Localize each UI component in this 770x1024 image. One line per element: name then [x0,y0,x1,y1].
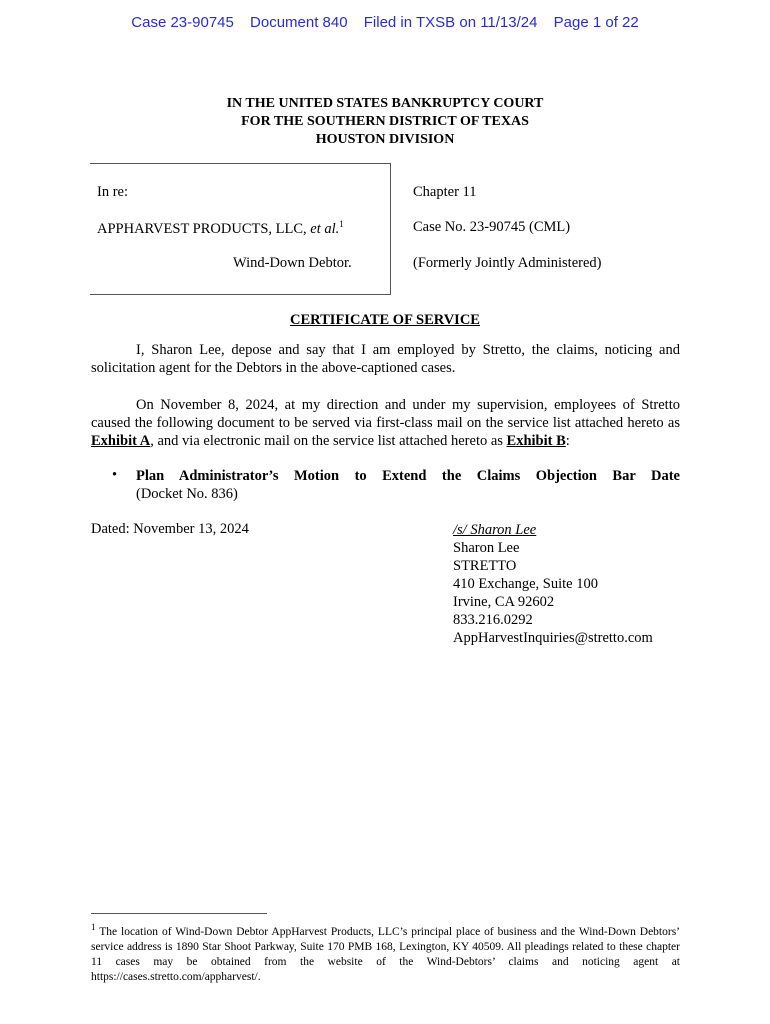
paragraph-2 [91,396,680,450]
paragraph-2-part-2: , and via electronic mail on the service list attached hereto as [150,433,503,449]
debtor-role: Wind-Down Debtor. [233,255,352,271]
signer-phone: 833.216.0292 [453,612,533,628]
footnote [91,920,680,985]
stamp-document: Document 840 [250,14,348,31]
case-number: Case No. 23-90745 (CML) [413,219,571,235]
bullet-icon: • [112,467,118,483]
footnote-text: The location of Wind-Down Debtor AppHarvest Products, LLC’s principal place of business and the Wind-Down Debtors’ service address is 1890 Star Shoot Parkway, Suite 170 PMB 168, Lexington, KY 40509. All pleadings related to these chapter 11 cases may be obtained from the website of the Wind-Debtors’ claims and noticing agent at https://cases.stretto.com/appharvest/. [91,925,681,983]
paragraph-1-text: I, Sharon Lee, depose and say that I am employed by Stretto, the claims, noticing and solicitation agent for the Debtors in the above-captioned cases. [91,342,680,376]
paragraph-2-part-1: On November 8, 2024, at my direction and under my supervision, employees of Stretto caused the following document to be served via first-class mail on the service list attached hereto as [91,397,680,431]
exhibit-a-ref: Exhibit A [91,433,151,449]
dated-line: Dated: November 13, 2024 [91,521,249,537]
paragraph-1 [91,341,680,377]
stamp-page: Page 1 of 22 [553,14,639,31]
in-re-label: In re: [97,184,128,200]
signature-block [453,521,653,647]
court-line-2: FOR THE SOUTHERN DISTRICT OF TEXAS [241,114,529,129]
exhibit-b-ref: Exhibit B [506,433,566,449]
court-line-3: HOUSTON DIVISION [315,132,455,147]
document-title: CERTIFICATE OF SERVICE [290,312,480,328]
et-al: et al. [310,220,340,237]
footnote-divider [91,913,267,914]
stamp-filed: Filed in TXSB on 11/13/24 [363,14,538,31]
footnote-number: 1 [91,922,96,932]
served-document-title: Plan Administrator’s Motion to Extend the Claims Objection Bar Date [136,468,680,484]
paragraph-2-part-3: : [565,433,570,449]
signer-address-1: 410 Exchange, Suite 100 [453,576,598,592]
signer-name: Sharon Lee [453,540,520,556]
signer-email: AppHarvestInquiries@stretto.com [453,630,653,646]
signer-company: STRETTO [453,558,517,574]
served-document-docket: (Docket No. 836) [136,486,238,502]
administration-note: (Formerly Jointly Administered) [413,255,602,271]
court-heading [0,95,770,149]
filing-stamp [0,14,770,31]
debtor-name [97,219,344,238]
court-line-1: IN THE UNITED STATES BANKRUPTCY COURT [226,96,544,111]
served-document [136,467,680,503]
stamp-case: Case 23-90745 [131,14,234,31]
debtor-name-text: APPHARVEST PRODUCTS, LLC, [97,220,307,237]
signer-address-2: Irvine, CA 92602 [453,594,555,610]
chapter: Chapter 11 [413,184,477,200]
footnote-ref: 1 [339,219,344,229]
signature: /s/ Sharon Lee [453,522,537,538]
